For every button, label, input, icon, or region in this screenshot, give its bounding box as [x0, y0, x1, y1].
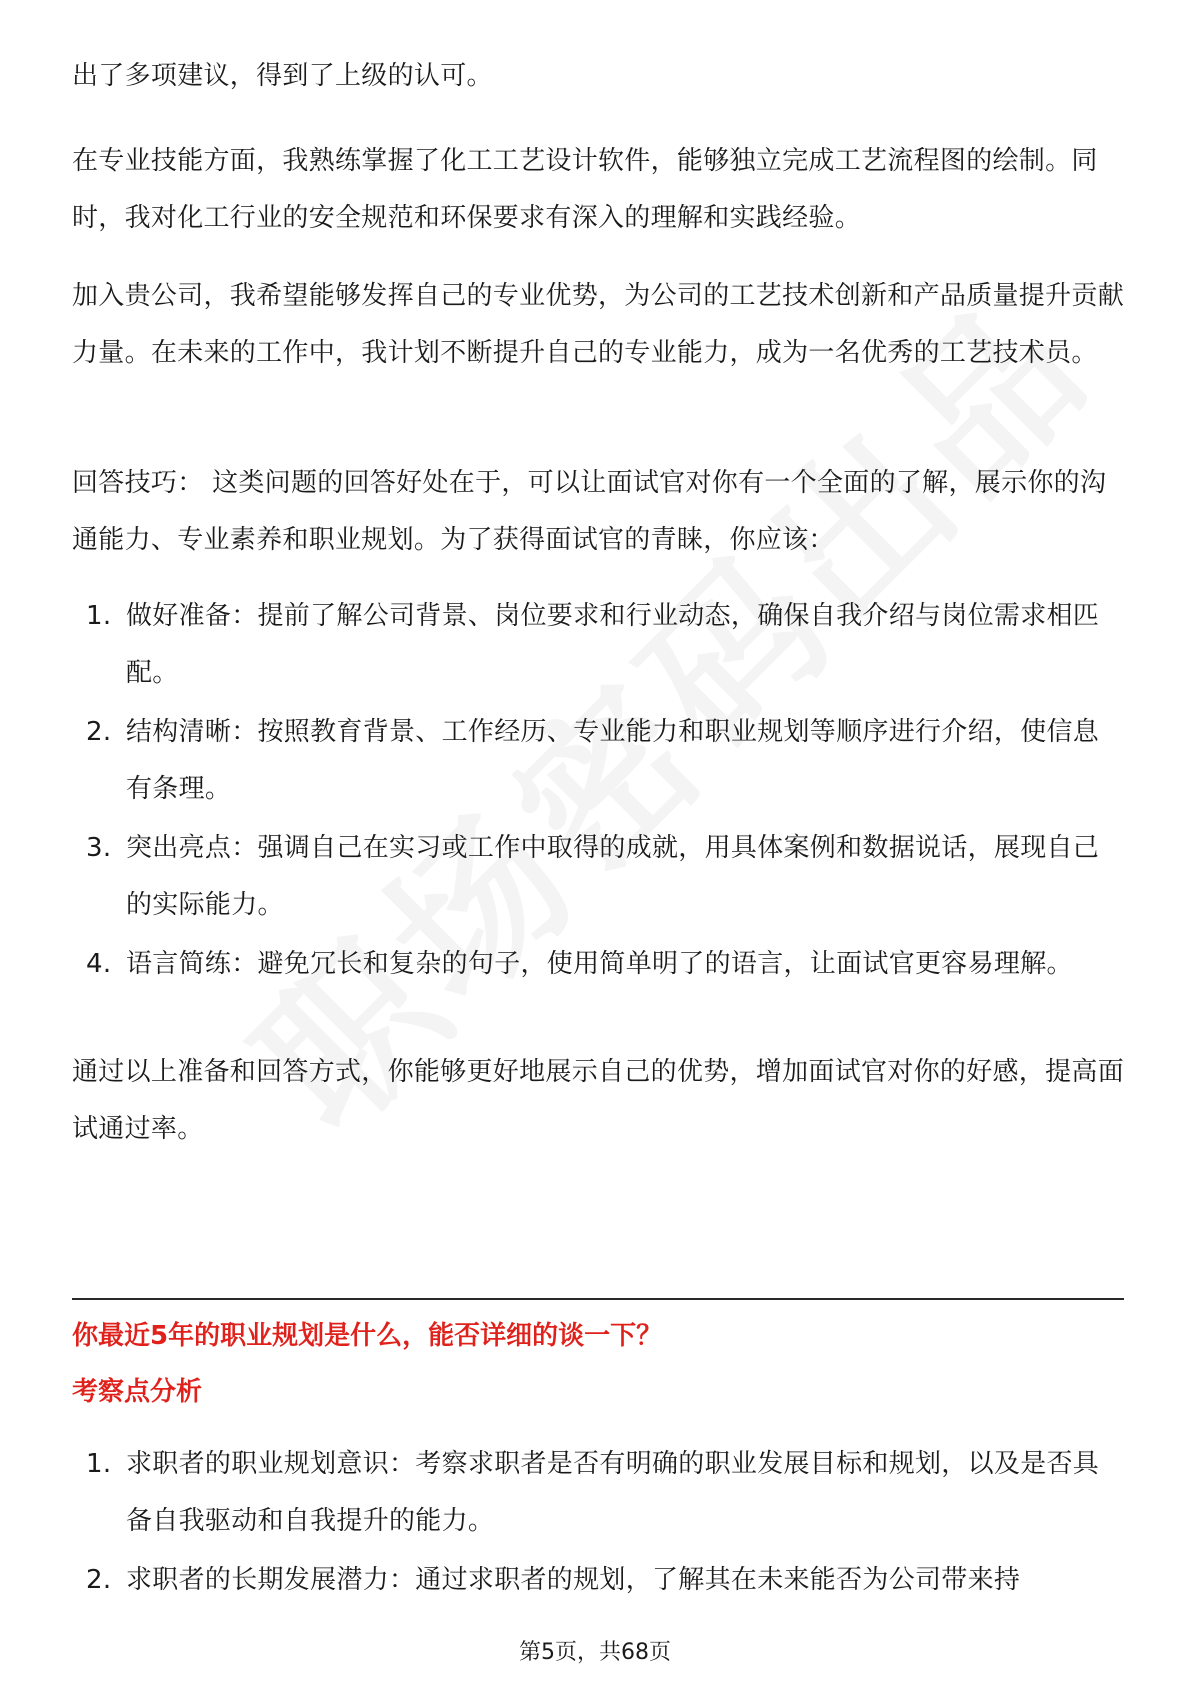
paragraph-conclusion: 通过以上准备和回答方式，你能够更好地展示自己的优势，增加面试官对你的好感，提高面试通过率。 — [72, 1057, 1125, 1144]
list-item — [72, 1552, 1124, 1609]
list-item — [72, 820, 1124, 934]
list-text: 求职者的长期发展潜力：通过求职者的规划，了解其在未来能否为公司带来持 — [126, 1565, 1021, 1595]
list-item — [72, 1436, 1124, 1550]
list-number: 1. — [86, 1449, 112, 1479]
list-text: 求职者的职业规划意识：考察求职者是否有明确的职业发展目标和规划，以及是否具备自我驱动和自我提升的能力。 — [126, 1449, 1100, 1536]
paragraph-answer-tips: 回答技巧： 这类问题的回答好处在于，可以让面试官对你有一个全面的了解，展示你的沟通能力、专业素养和职业规划。为了获得面试官的青睐，你应该： — [72, 468, 1107, 555]
section-divider — [72, 1298, 1124, 1300]
list-number: 4. — [86, 949, 112, 979]
paragraph-skills: 在专业技能方面，我熟练掌握了化工工艺设计软件，能够独立完成工艺流程图的绘制。同时，我对化工行业的安全规范和环保要求有深入的理解和实践经验。 — [72, 146, 1098, 233]
list-number: 2. — [86, 717, 112, 747]
tips-list — [72, 588, 1124, 995]
list-item — [72, 704, 1124, 818]
page-footer: 第5页，共68页 — [519, 1640, 671, 1665]
list-text: 语言简练：避免冗长和复杂的句子，使用简单明了的语言，让面试官更容易理解。 — [126, 949, 1073, 979]
list-text: 突出亮点：强调自己在实习或工作中取得的成就，用具体案例和数据说话，展现自己的实际能力。 — [126, 833, 1100, 920]
list-text: 结构清晰：按照教育背景、工作经历、专业能力和职业规划等顺序进行介绍，使信息有条理。 — [126, 717, 1100, 804]
list-number: 1. — [86, 601, 112, 631]
list-item — [72, 936, 1124, 993]
list-item — [72, 588, 1124, 702]
section-heading: 考察点分析 — [72, 1377, 203, 1407]
list-number: 2. — [86, 1565, 112, 1595]
document-page — [72, 0, 1124, 1684]
section-question: 你最近5年的职业规划是什么，能否详细的谈一下？ — [72, 1321, 663, 1351]
analysis-list — [72, 1436, 1124, 1611]
list-number: 3. — [86, 833, 112, 863]
list-text: 做好准备：提前了解公司背景、岗位要求和行业动态，确保自我介绍与岗位需求相匹配。 — [126, 601, 1100, 688]
paragraph-goals: 加入贵公司，我希望能够发挥自己的专业优势，为公司的工艺技术创新和产品质量提升贡献力量。在未来的工作中，我计划不断提升自己的专业能力，成为一名优秀的工艺技术员。 — [72, 281, 1125, 368]
paragraph-continuation: 出了多项建议，得到了上级的认可。 — [72, 61, 493, 91]
